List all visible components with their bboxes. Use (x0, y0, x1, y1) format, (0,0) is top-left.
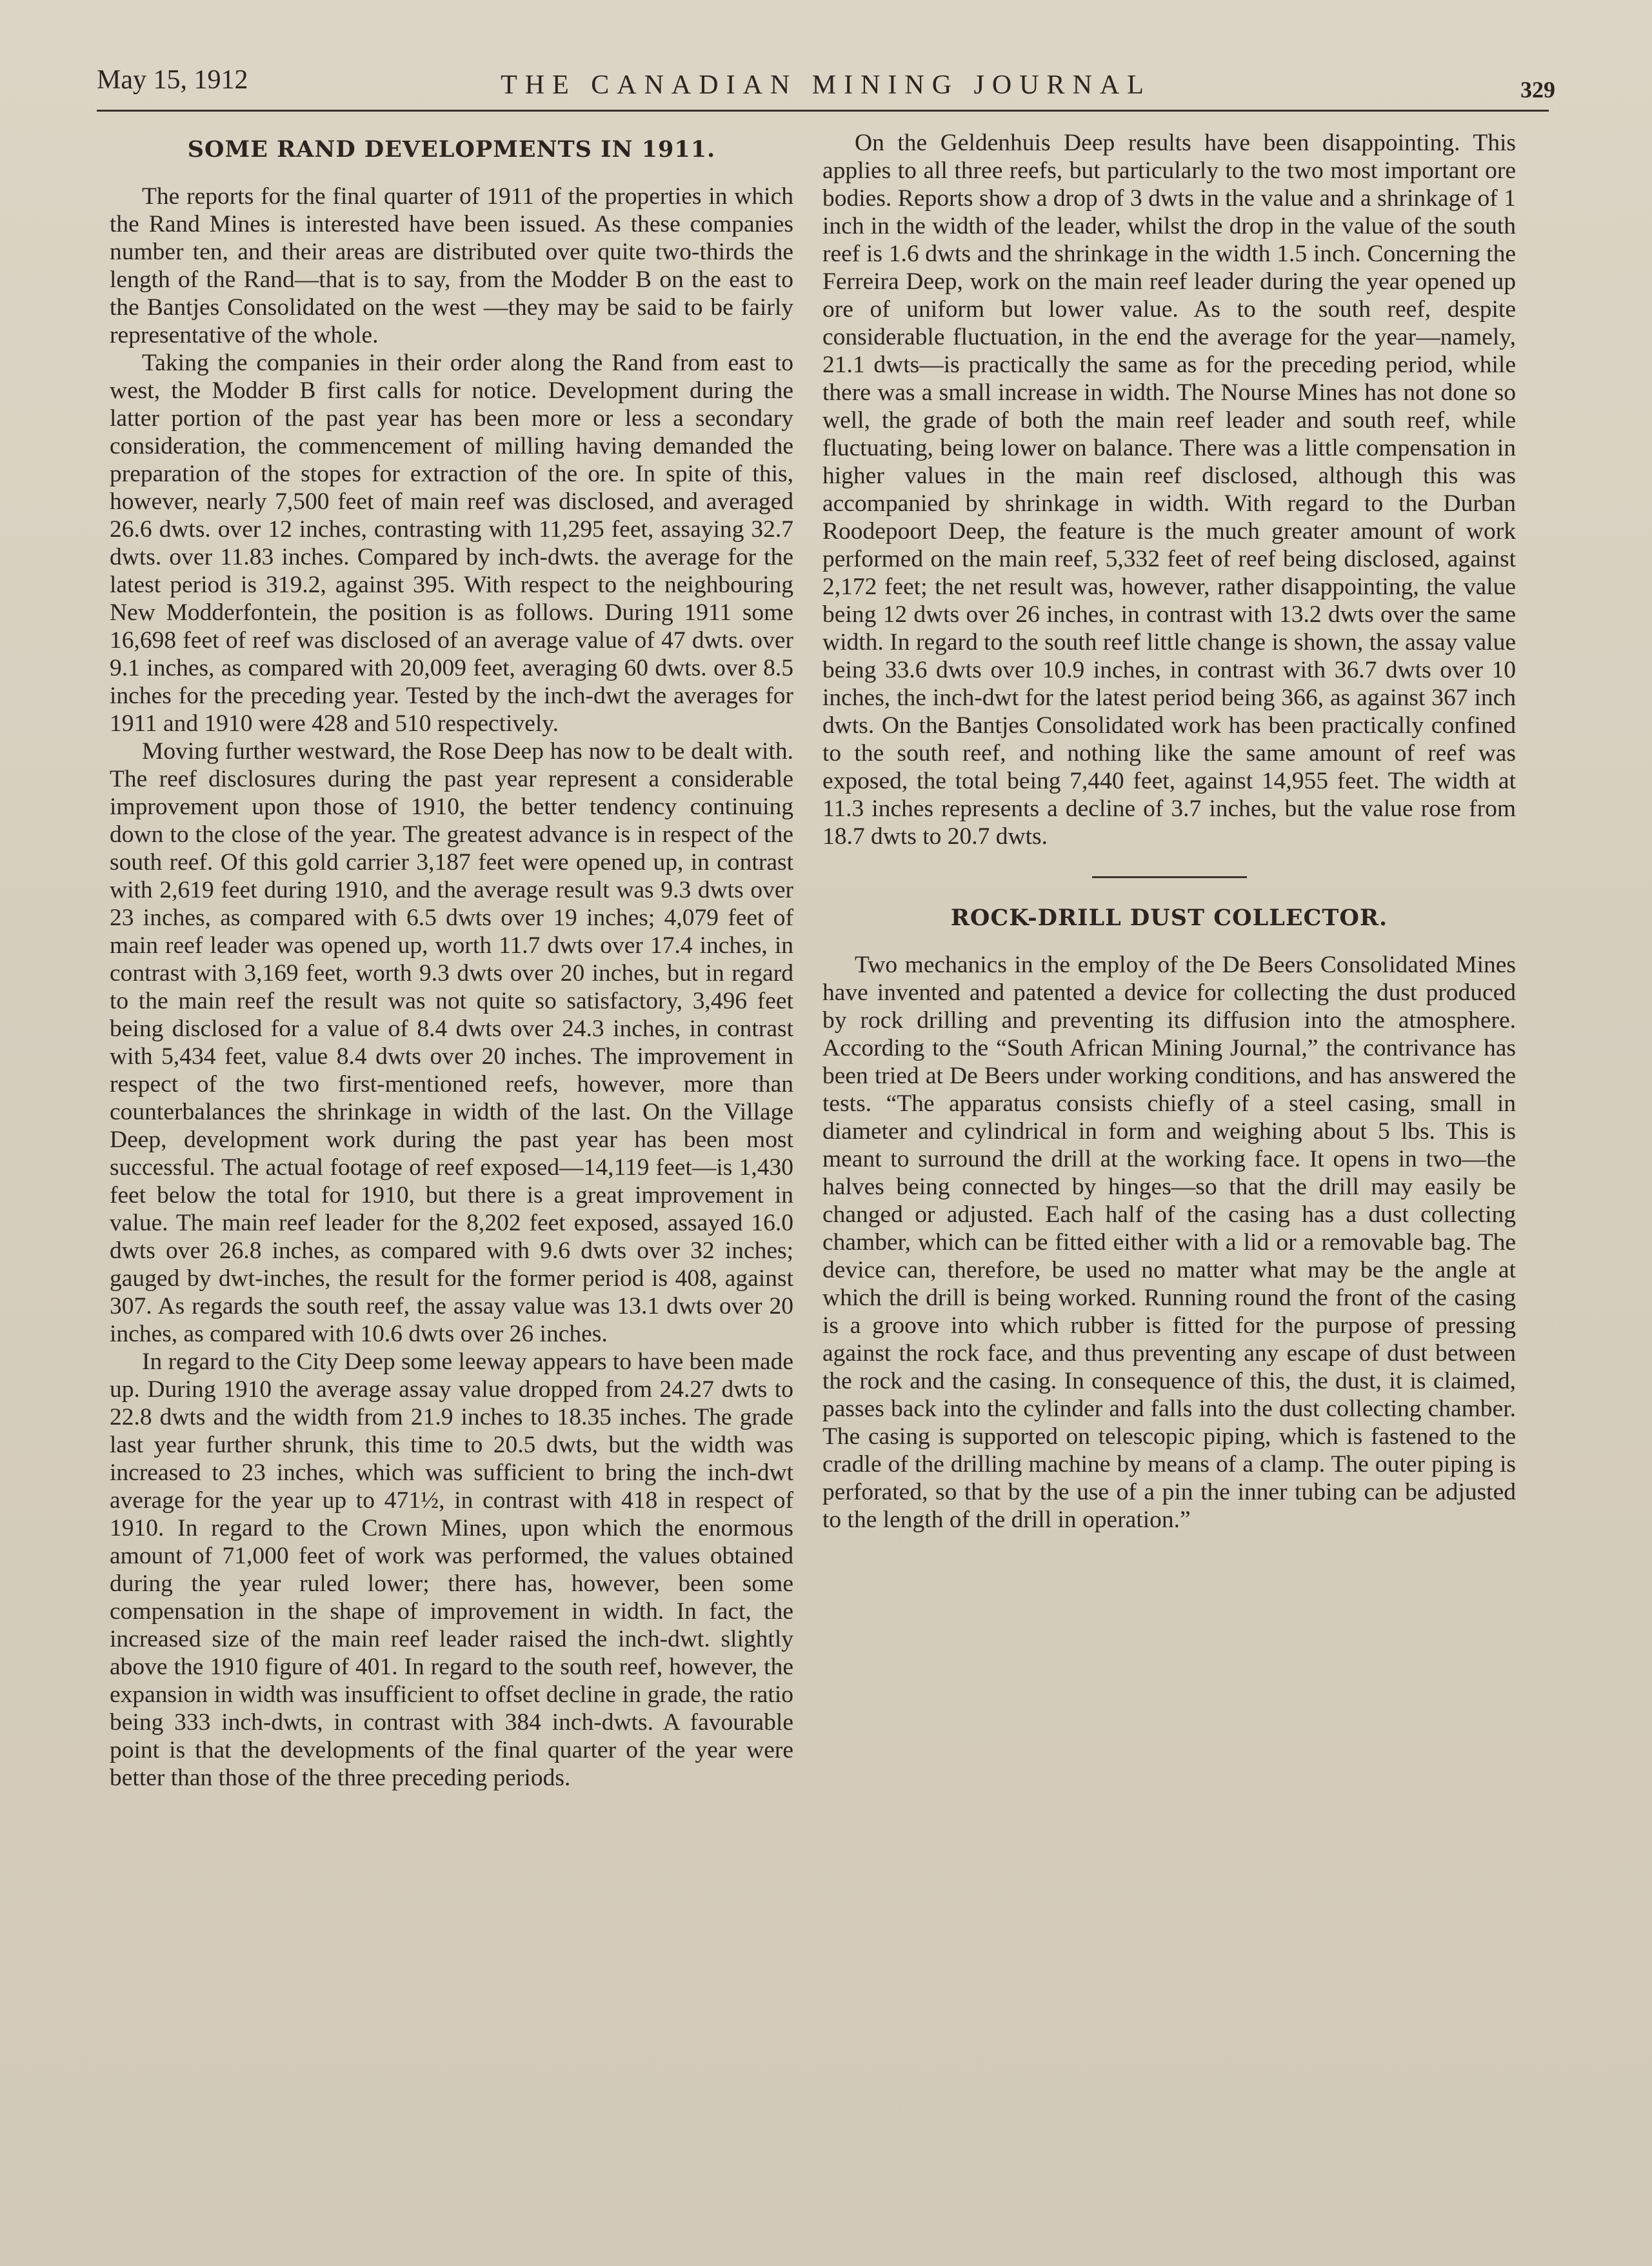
article-title-rock-drill: ROCK-DRILL DUST COLLECTOR. (950, 905, 1388, 931)
paragraph: Two mechanics in the employ of the De Beers Consolidated Mines have invented and patented a device for collecting the dust produced by rock drilling and preventing its diffusion into the atmosphere. According to the “South African Mining Journal,” the contrivance has been tried at De Beers under working conditions, and has answered the tests. “The apparatus consists chiefly of a steel casing, small in diameter and cylindrical in form and weighing about 5 lbs. This is meant to surround the drill at the working face. It opens in two—the halves being connected by hinges—so that the drill may easily be changed or adjusted. Each half of the casing has a dust collecting chamber, which can be fitted either with a lid or a removable bag. The device can, therefore, be used no matter what may be the angle at which the drill is being worked. Running round the front of the casing is a groove into which rubber is fitted for the purpose of pressing against the rock face, and thus preventing any escape of dust between the rock and the casing. In consequence of this, the dust, it is claimed, passes back into the cylinder and falls into the dust collecting chamber. The casing is supported on telescopic piping, which is fastened to the cradle of the drilling machine by means of a clamp. The outer piping is perforated, so that by the use of a pin the inner tubing can be adjusted to the length of the drill in operation.” (822, 952, 1516, 1533)
header-rule (97, 110, 1549, 112)
paragraph: In regard to the City Deep some leeway appears to have been made up. During 1910 the average assay value dropped from 24.27 dwts to 22.8 dwts and the width from 21.9 inches to 18.35 inches. The grade last year further shrunk, this time to 20.5 dwts, but the width was increased to 23 inches, which was sufficient to bring the inch-dwt average for the year up to 471½, in contrast with 418 in respect of 1910. In regard to the Crown Mines, upon which the enormous amount of 71,000 feet of work was performed, the values obtained during the year ruled lower; there has, however, been some compensation in the shape of improvement in width. In fact, the increased size of the main reef leader raised the inch-dwt. slightly above the 1910 figure of 401. In regard to the south reef, however, the expansion in width was insufficient to offset decline in grade, the ratio being 333 inch-dwts, in contrast with 384 inch-dwts. A favourable point is that the developments of the final quarter of the year were better than those of the three preceding periods. (110, 1349, 794, 1791)
journal-title: THE CANADIAN MINING JOURNAL (501, 70, 1151, 100)
paragraph: The reports for the final quarter of 1911 of the properties in which the Rand Mines is interested have been issued. As these companies number ten, and their areas are distributed over quite two-thirds the length of the Rand—that is to say, from the Modder B on the east to the Bantjes Consolidated on the west —they may be said to be fairly representative of the whole. (110, 183, 793, 348)
page-number: 329 (1520, 77, 1555, 103)
page-header (97, 65, 1555, 116)
paragraph: On the Geldenhuis Deep results have been disappointing. This applies to all three reefs, but particularly to the two most important ore bodies. Reports show a drop of 3 dwts in the value and a shrinkage of 1 inch in the width of the leader, whilst the drop in the value of the south reef is 1.6 dwts and the shrinkage in the width 1.5 inch. Concerning the Ferreira Deep, work on the main reef leader during the year opened up ore of uniform but lower value. As to the south reef, despite considerable fluctuation, in the end the average for the year—namely, 21.1 dwts—is practically the same as for the preceding period, while there was a small increase in width. The Nourse Mines has not done so well, the grade of both the main reef leader and south reef, while fluctuating, being lower on balance. There was a little compensation in higher values in the main reef disclosed, although this was accompanied by shrinkage in width. With regard to the Durban Roodepoort Deep, the feature is the much greater amount of work performed on the main reef, 5,332 feet of reef being disclosed, against 2,172 feet; the net result was, however, rather disappointing, the value being 12 dwts over 26 inches, in contrast with 13.2 dwts over the same width. In regard to the south reef little change is shown, the assay value being 33.6 dwts over 10.9 inches, in contrast with 36.7 dwts over 10 inches, the inch-dwt for the latest period being 366, as against 367 inch dwts. On the Bantjes Consolidated work has been practically confined to the south reef, and nothing like the same amount of reef was exposed, the total being 7,440 feet, against 14,955 feet. The width at 11.3 inches represents a decline of 3.7 inches, but the value rose from 18.7 dwts to 20.7 dwts. (822, 130, 1516, 850)
left-column (110, 129, 793, 1792)
paragraph: Moving further westward, the Rose Deep has now to be dealt with. The reef disclosures during the past year represent a considerable improvement upon those of 1910, the better tendency continuing down to the close of the year. The greatest advance is in respect of the south reef. Of this gold carrier 3,187 feet were opened up, in contrast with 2,619 feet during 1910, and the average result was 9.3 dwts over 23 inches, as compared with 6.5 dwts over 19 inches; 4,079 feet of main reef leader was opened up, worth 11.7 dwts over 17.4 inches, in contrast with 3,169 feet, worth 9.3 dwts over 20 inches, but in regard to the main reef the result was not quite so satisfactory, 3,496 feet being disclosed for a value of 8.4 dwts over 24.3 inches, in contrast with 5,434 feet, value 8.4 dwts over 20 inches. The improvement in respect of the two first-mentioned reefs, however, more than counterbalances the shrinkage in width of the last. On the Village Deep, development work during the past year has been most successful. The actual footage of reef exposed—14,119 feet—is 1,430 feet below the total for 1910, but there is a great improvement in value. The main reef leader for the 8,202 feet exposed, assayed 16.0 dwts over 26.8 inches, as compared with 9.6 dwts over 32 inches; gauged by dwt-inches, the result for the former period is 408, against 307. As regards the south reef, the assay value was 13.1 dwts over 20 inches, as compared with 10.6 dwts over 26 inches. (110, 738, 793, 1347)
paragraph: Taking the companies in their order along the Rand from east to west, the Modder B first calls for notice. Development during the latter portion of the past year has been more or less a secondary consideration, the commencement of milling having demanded the preparation of the stopes for extraction of the ore. In spite of this, however, nearly 7,500 feet of main reef was disclosed, and averaged 26.6 dwts. over 12 inches, contrasting with 11,295 feet, assaying 32.7 dwts. over 11.83 inches. Compared by inch-dwts. the average for the latest period is 319.2, against 395. With respect to the neighbouring New Modderfontein, the position is as follows. During 1911 some 16,698 feet of reef was disclosed of an average value of 47 dwts. over 9.1 inches, as compared with 20,009 feet, averaging 60 dwts. over 8.5 inches for the preceding year. Tested by the inch-dwt the averages for 1911 and 1910 were 428 and 510 respectively. (110, 350, 793, 737)
right-column (822, 129, 1516, 1534)
article-title-rand: SOME RAND DEVELOPMENTS IN 1911. (187, 136, 716, 163)
issue-date: May 15, 1912 (97, 65, 248, 95)
article-divider (1092, 876, 1247, 878)
